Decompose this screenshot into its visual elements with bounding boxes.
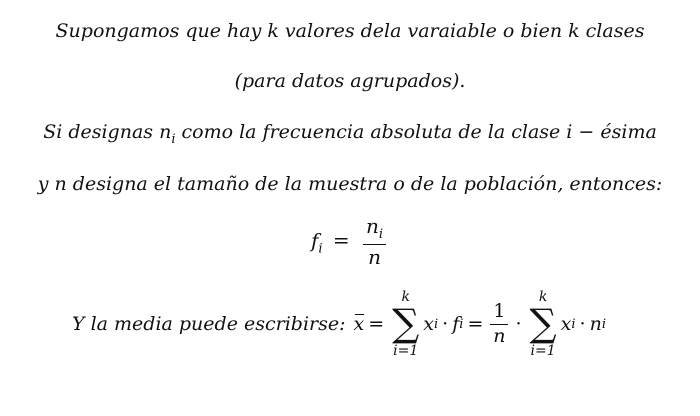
- summation-2-upper: k: [538, 289, 548, 306]
- one-over-n-fraction: [490, 301, 508, 348]
- fraction-denominator: n: [493, 324, 506, 347]
- mean-equals-2: =: [467, 313, 484, 335]
- summation-1-sigma: ∑: [392, 301, 420, 346]
- formula1-fraction: [363, 215, 386, 269]
- term1-x-subscript: i: [434, 316, 439, 332]
- definition-line: [0, 121, 700, 147]
- intro-text-2: (para datos agrupados).: [234, 70, 466, 92]
- intro-line-1: [0, 20, 700, 42]
- summation-2-sigma: ∑: [529, 301, 557, 346]
- definition-subscript: i: [171, 132, 176, 147]
- term2-dot: ·: [579, 313, 586, 335]
- sample-size-text: y n designa el tamaño de la muestra o de la población, entonces:: [37, 173, 663, 195]
- relative-frequency-formula: [0, 215, 700, 269]
- fraction-numerator: 1: [490, 301, 508, 325]
- term1-f-subscript: i: [459, 316, 464, 332]
- formula1-numerator: [363, 215, 386, 245]
- intro-text-1: Supongamos que hay k valores dela varaiable o bien k clases: [55, 20, 645, 42]
- formula1-lhs-subscript: i: [318, 241, 323, 257]
- summation-1-lower: i=1: [393, 342, 419, 359]
- term2-n: n: [589, 313, 602, 335]
- definition-text-pre: Si designas n: [43, 121, 172, 143]
- formula1-equals: =: [332, 228, 350, 253]
- term2-x-subscript: i: [571, 316, 576, 332]
- term2-n-subscript: i: [601, 316, 606, 332]
- sample-size-line: [0, 173, 700, 195]
- term2-x: x: [560, 313, 572, 335]
- mean-formula: [72, 283, 606, 365]
- summation-1: [392, 290, 419, 357]
- summation-2-lower: i=1: [530, 342, 556, 359]
- formula1-denominator: n: [368, 244, 381, 269]
- definition-text-post: como la frecuencia absoluta de la clase i − ésima: [175, 121, 657, 143]
- intro-line-2: [0, 70, 700, 92]
- summation-1-upper: k: [401, 289, 410, 306]
- mean-formula-text: Y la media puede escribirse:: [72, 313, 346, 335]
- term1-dot: ·: [442, 313, 449, 335]
- summation-2: [530, 290, 557, 357]
- mean-equals-1: =: [368, 313, 385, 335]
- formula1-lhs: f: [310, 228, 319, 253]
- formula1-num-subscript: i: [378, 227, 384, 242]
- term1-f: f: [452, 313, 460, 335]
- mean-symbol: x: [353, 313, 365, 335]
- fraction-dot: ·: [515, 313, 522, 335]
- formula1-num-var: n: [366, 214, 379, 238]
- term1-x: x: [423, 313, 434, 335]
